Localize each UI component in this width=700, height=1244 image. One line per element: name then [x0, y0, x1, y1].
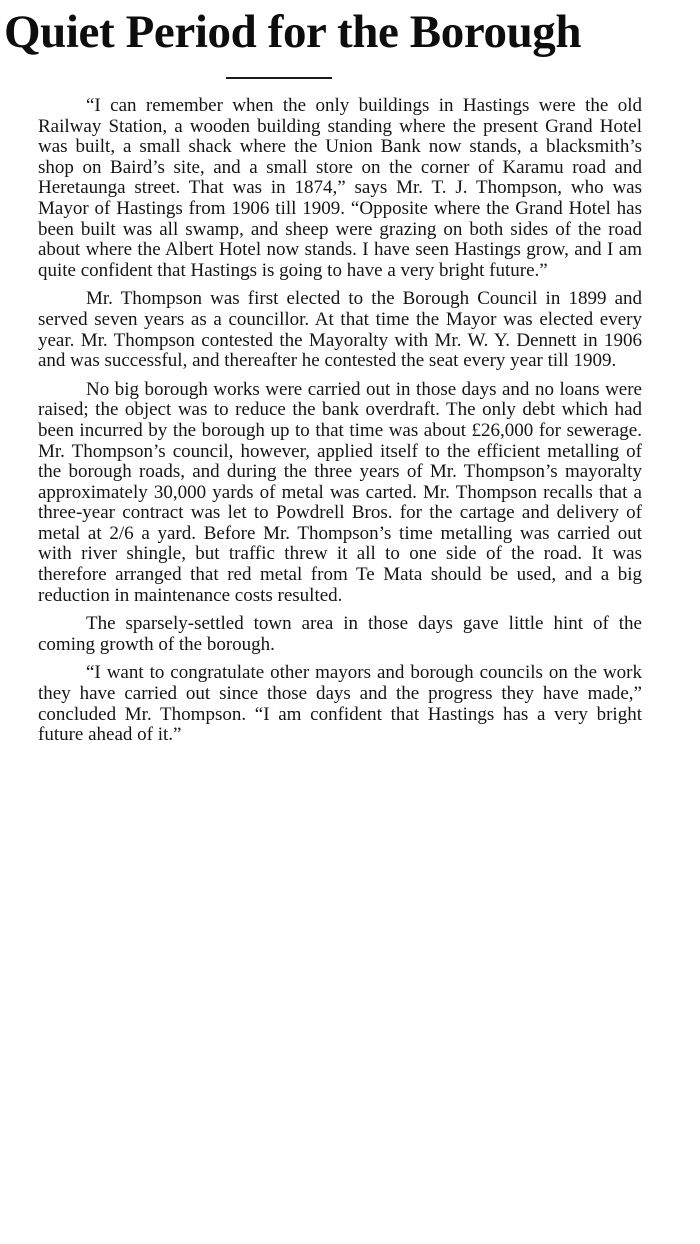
paragraph-4: The sparsely-settled town area in those days gave little hint of the coming growth of the borough. [38, 613, 642, 655]
headline: Quiet Period for the Borough [4, 6, 582, 58]
paragraph-2: Mr. Thompson was first elected to the Borough Council in 1899 and served seven years as a councillor. At that time the Mayor was elected every year. Mr. Thompson contested the Mayoralty with Mr. W. Y. Dennett in 1906 and was successful, and thereafter he contested the seat every year till 1909. [38, 288, 642, 372]
paragraph-5: “I want to congratulate other mayors and borough councils on the work they have carried out since those days and the progress they have made,” concluded Mr. Thompson. “I am confident that Hastings has a very bright future ahead of it.” [38, 662, 642, 746]
paragraph-3: No big borough works were carried out in those days and no loans were raised; the object was to reduce the bank overdraft. The only debt which had been incurred by the borough up to that time was about £26,000 for sewerage. Mr. Thompson’s council, however, applied itself to the efficient metalling of the borough roads, and during the three years of Mr. Thompson’s mayoralty approximately 30,000 yards of metal was carted. Mr. Thompson recalls that a three-year contract was let to Powdrell Bros. for the cartage and delivery of metal at 2/6 a yard. Before Mr. Thompson’s time metalling was carried out with river shingle, but traffic threw it all to one side of the road. It was therefore arranged that red metal from Te Mata should be used, and a big reduction in maintenance costs resulted. [38, 378, 642, 606]
article-body [38, 96, 642, 754]
paragraph-1: “I can remember when the only buildings in Hastings were the old Railway Station, a wooden building standing where the present Grand Hotel was built, a small shack where the Union Bank now stands, a blacksmith’s shop on Baird’s site, and a small store on the corner of Karamu road and Heretaunga street. That was in 1874,” says Mr. T. J. Thompson, who was Mayor of Hastings from 1906 till 1909. “Opposite where the Grand Hotel has been built was all swamp, and sheep were grazing on both sides of the road about where the Albert Hotel now stands. I have seen Hastings grow, and I am quite confident that Hastings is going to have a very bright future.” [38, 95, 642, 281]
headline-rule [226, 77, 332, 79]
